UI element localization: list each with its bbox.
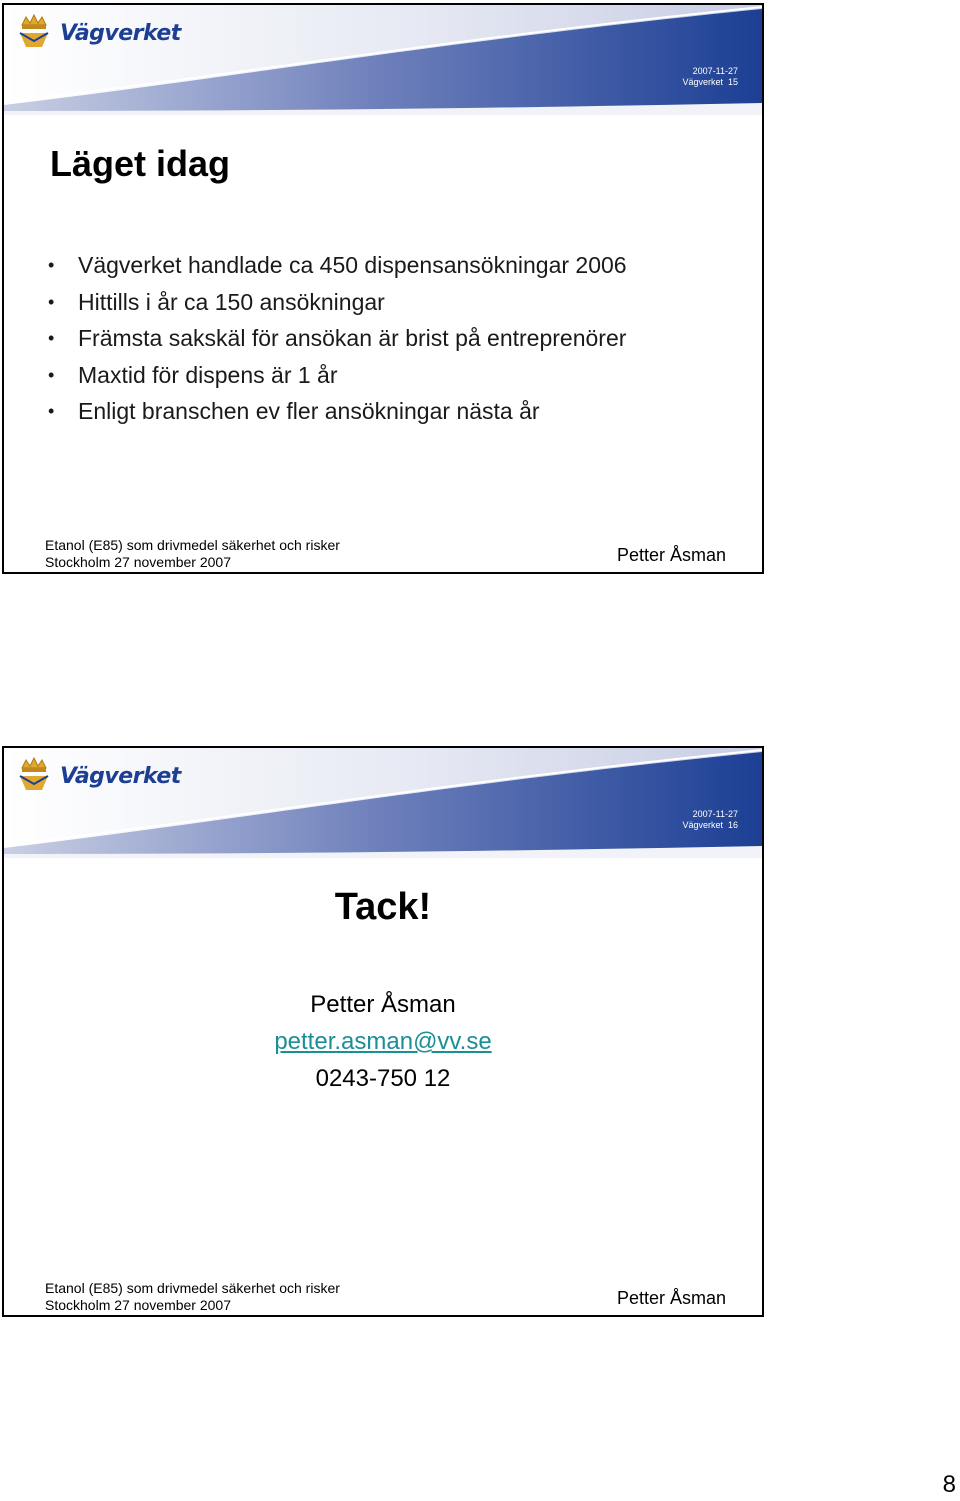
contact-block [4, 986, 762, 1097]
bullet-item: • Främsta sakskäl för ansökan är brist på entreprenörer [48, 325, 627, 352]
slide-meta [682, 809, 738, 831]
crown-emblem-icon [16, 754, 52, 796]
slide-16 [2, 746, 764, 1317]
slide-org-number: Vägverket 15 [682, 77, 738, 87]
bullet-item: • Hittills i år ca 150 ansökningar [48, 288, 385, 315]
slide-number: 15 [727, 77, 738, 87]
slide-title: Tack! [334, 886, 432, 928]
footer-event: Etanol (E85) som drivmedel säkerhet och risker [45, 537, 340, 553]
slide-number: 16 [727, 820, 738, 830]
contact-email-link[interactable]: petter.asman@vv.se [274, 1028, 492, 1055]
contact-name: Petter Åsman [310, 991, 456, 1018]
slide-footer [45, 537, 340, 571]
bullet-list [48, 247, 627, 430]
vagverket-logo [16, 11, 186, 57]
bullet-item: • Enligt branschen ev fler ansökningar nästa år [48, 398, 540, 425]
slide-title: Läget idag [50, 143, 231, 184]
footer-place-date: Stockholm 27 november 2007 [45, 554, 231, 570]
footer-event: Etanol (E85) som drivmedel säkerhet och risker [45, 1280, 340, 1296]
footer-author: Petter Åsman [616, 1288, 726, 1308]
slide-org-number: Vägverket 16 [682, 820, 738, 830]
vagverket-logo [16, 754, 186, 800]
slide-15 [2, 3, 764, 574]
slide-date: 2007-11-27 [692, 809, 738, 819]
bullet-item: • Vägverket handlade ca 450 dispensansökningar 2006 [48, 252, 627, 278]
logo-text: Vägverket [60, 21, 181, 46]
footer-place-date: Stockholm 27 november 2007 [45, 1297, 231, 1313]
bullet-item: • Maxtid för dispens är 1 år [48, 361, 338, 388]
footer-author: Petter Åsman [616, 545, 726, 565]
crown-emblem-icon [16, 11, 52, 53]
page-number: 8 [942, 1471, 956, 1498]
logo-text: Vägverket [60, 764, 181, 789]
slide-meta [682, 66, 738, 88]
slide-date: 2007-11-27 [692, 66, 738, 76]
slide-footer [45, 1280, 340, 1314]
contact-phone: 0243-750 12 [315, 1065, 451, 1092]
